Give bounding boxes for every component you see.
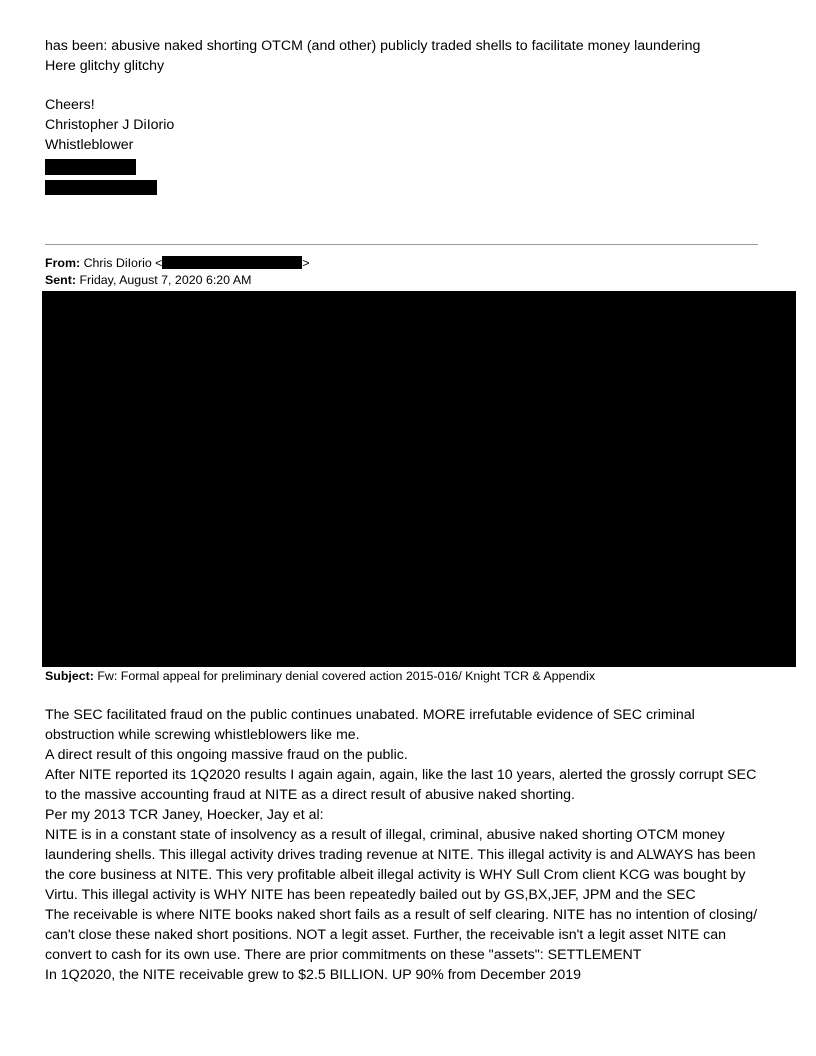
intro-line-2: Here glitchy glitchy bbox=[45, 58, 165, 74]
from-close: > bbox=[302, 256, 310, 270]
redaction-signature-line-1 bbox=[45, 159, 136, 175]
body-line: convert to cash for its own use. There are prior commitments on these "assets": SETTLEMENT bbox=[45, 947, 642, 963]
body-line: In 1Q2020, the NITE receivable grew to $2.5 BILLION. UP 90% from December 2019 bbox=[45, 967, 581, 983]
body-line: Virtu. This illegal activity is WHY NITE has been repeatedly bailed out by GS,BX,JEF, JPM and the SEC bbox=[45, 887, 696, 903]
body-line: The SEC facilitated fraud on the public continues unabated. MORE irrefutable evidence of SEC criminal bbox=[45, 707, 695, 723]
from-label: From: bbox=[45, 256, 81, 270]
body-line: A direct result of this ongoing massive fraud on the public. bbox=[45, 747, 408, 763]
body-line: laundering shells. This illegal activity drives trading revenue at NITE. This illegal activity is and ALWAYS has been bbox=[45, 847, 756, 863]
body-line: Per my 2013 TCR Janey, Hoecker, Jay et al: bbox=[45, 807, 324, 823]
signature-title: Whistleblower bbox=[45, 137, 134, 153]
email-separator-rule bbox=[45, 244, 758, 245]
sent-label: Sent: bbox=[45, 273, 76, 287]
intro-line-1: has been: abusive naked shorting OTCM (and other) publicly traded shells to facilitate money laundering bbox=[45, 38, 701, 54]
signature-closing: Cheers! bbox=[45, 97, 95, 113]
body-line: NITE is in a constant state of insolvency as a result of illegal, criminal, abusive naked shorting OTCM money bbox=[45, 827, 725, 843]
body-line: to the massive accounting fraud at NITE as a direct result of abusive naked shorting. bbox=[45, 787, 575, 803]
body-line: After NITE reported its 1Q2020 results I again again, again, like the last 10 years, alerted the grossly corrupt SEC bbox=[45, 767, 757, 783]
body-line: obstruction while screwing whistleblowers like me. bbox=[45, 727, 360, 743]
redaction-from-email bbox=[162, 256, 302, 269]
header-subject bbox=[45, 668, 595, 684]
from-name: Chris DiIorio < bbox=[83, 256, 163, 270]
header-from bbox=[45, 255, 310, 271]
body-line: the core business at NITE. This very profitable albeit illegal activity is WHY Sull Crom client KCG was bought by bbox=[45, 867, 746, 883]
header-sent bbox=[45, 272, 251, 288]
redaction-signature-line-2 bbox=[45, 180, 157, 195]
body-line: can't close these naked short positions. NOT a legit asset. Further, the receivable isn't a legit asset NITE can bbox=[45, 927, 726, 943]
redaction-recipients-block bbox=[42, 291, 796, 667]
sent-value: Friday, August 7, 2020 6:20 AM bbox=[79, 273, 252, 287]
subject-label: Subject: bbox=[45, 669, 94, 683]
subject-value: Fw: Formal appeal for preliminary denial covered action 2015-016/ Knight TCR & Appendix bbox=[97, 669, 596, 683]
body-line: The receivable is where NITE books naked short fails as a result of self clearing. NITE has no intention of closing/ bbox=[45, 907, 758, 923]
signature-name: Christopher J DiIorio bbox=[45, 117, 175, 133]
